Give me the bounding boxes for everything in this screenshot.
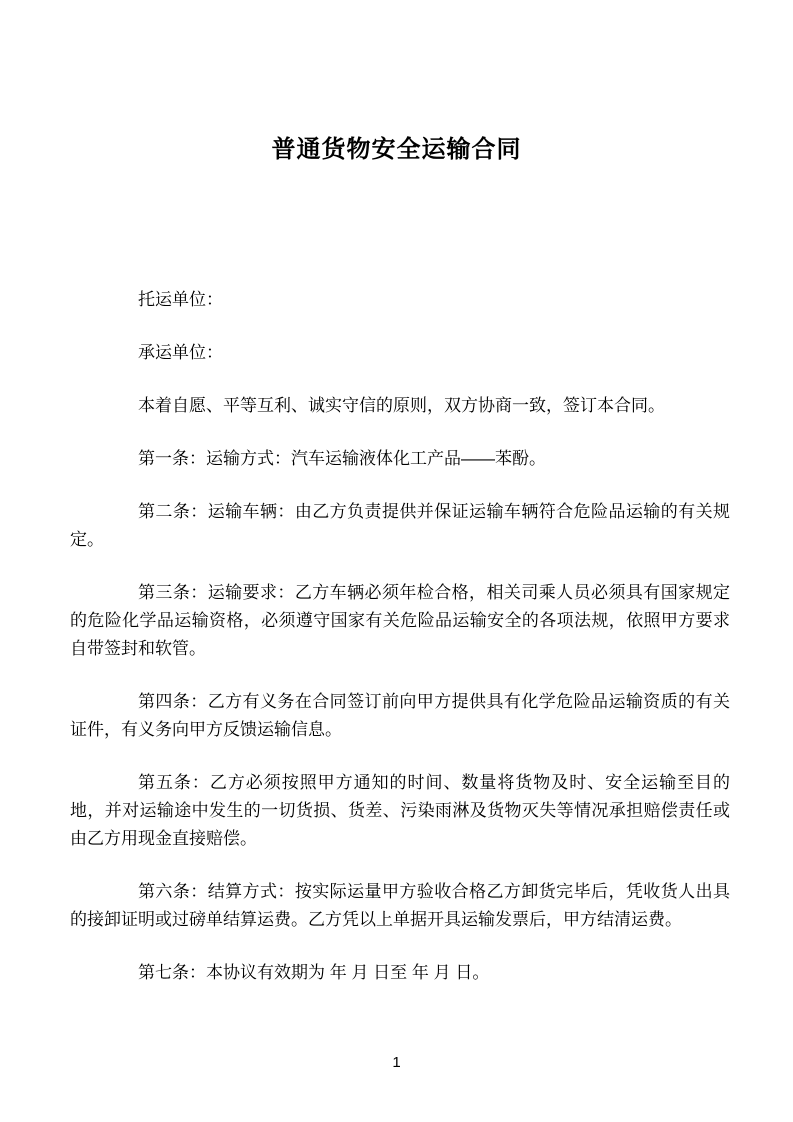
paragraph-clause-2: 第二条：运输车辆：由乙方负责提供并保证运输车辆符合危险品运输的有关规定。 xyxy=(70,502,730,549)
paragraph-clause-7: 第七条：本协议有效期为 年 月 日至 年 月 日。 xyxy=(138,963,490,982)
paragraph-clause-1: 第一条：运输方式：汽车运输液体化工产品——苯酚。 xyxy=(138,449,546,468)
document-title: 普通货物安全运输合同 xyxy=(271,136,522,163)
paragraph-clause-5: 第五条：乙方必须按照甲方通知的时间、数量将货物及时、安全运输至目的地，并对运输途中发生的一切货损、货差、污染雨淋及货物灭失等情况承担赔偿责任或由乙方用现金直接赔偿。 xyxy=(70,773,730,848)
page-number: 1 xyxy=(392,1054,401,1071)
document-body xyxy=(0,286,793,987)
paragraph-clause-4: 第四条：乙方有义务在合同签订前向甲方提供具有化学危险品运输资质的有关证件，有义务向甲方反馈运输信息。 xyxy=(70,692,730,739)
paragraph-clause-6: 第六条：结算方式：按实际运量甲方验收合格乙方卸货完毕后，凭收货人出具的接卸证明或过磅单结算运费。乙方凭以上单据开具运输发票后，甲方结清运费。 xyxy=(70,882,730,929)
paragraph-clause-3: 第三条：运输要求：乙方车辆必须年检合格，相关司乘人员必须具有国家规定的危险化学品运输资格，必须遵守国家有关危险品运输安全的各项法规，依照甲方要求自带签封和软管。 xyxy=(70,583,730,658)
paragraph-shipper: 托运单位： xyxy=(138,290,223,309)
paragraph-carrier: 承运单位： xyxy=(138,343,223,362)
paragraph-preamble: 本着自愿、平等互利、诚实守信的原则，双方协商一致，签订本合同。 xyxy=(138,396,665,415)
